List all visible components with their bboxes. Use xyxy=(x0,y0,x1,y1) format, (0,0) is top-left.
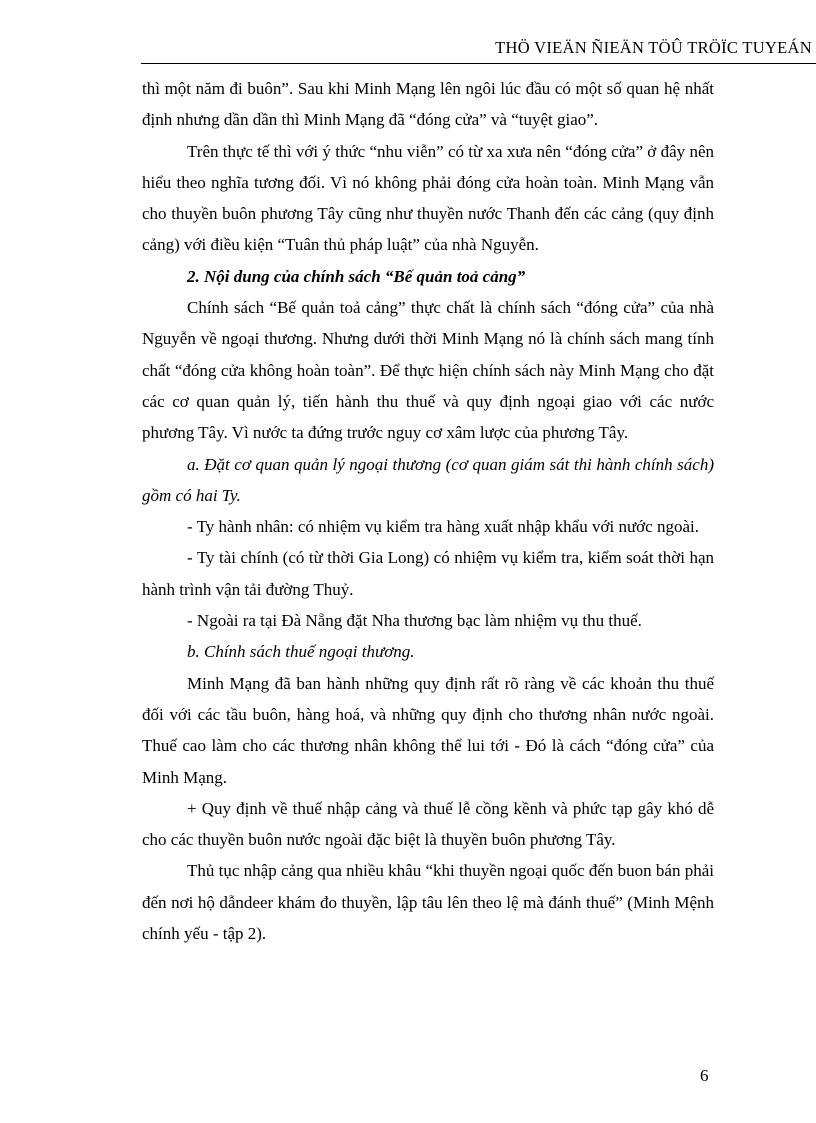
section-heading: 2. Nội dung của chính sách “Bế quản toả cảng” xyxy=(187,266,526,286)
list-item-ty-hanh-nhan: - Ty hành nhân: có nhiệm vụ kiểm tra hàng xuất nhập khẩu với nước ngoài. xyxy=(187,517,699,537)
list-item-da-nang: - Ngoài ra tại Đà Nẵng đặt Nha thương bạc làm nhiệm vụ thu thuế. xyxy=(187,611,642,631)
paragraph-policy-content: Chính sách “Bế quản toả cảng” thực chất là chính sách “đóng cửa” của nhà Nguyễn về ngoại thương. Nhưng dưới thời Minh Mạng nó là chính sách mang tính chất “đóng cửa không hoàn toàn”. Để thực hiện chính sách này Minh Mạng cho đặt các cơ quan quản lý, tiến hành thu thuế và quy định ngoại giao với các nước phương Tây. Vì nước ta đứng trước nguy cơ xâm lược của phương Tây. xyxy=(142,298,714,443)
header-rule xyxy=(141,63,816,64)
paragraph-nhu-vien: Trên thực tế thì với ý thức “nhu viễn” có từ xa xưa nên “đóng cửa” ở đây nên hiểu theo nghĩa tương đối. Vì nó không phải đóng cửa hoàn toàn. Minh Mạng vẫn cho thuyền buôn phương Tây cũng như thuyền nước Thanh đến các cảng (quy định cảng) với điều kiện “Tuân thủ pháp luật” của nhà Nguyễn. xyxy=(142,141,714,255)
subheading-management-agency: a. Đặt cơ quan quản lý ngoại thương (cơ quan giám sát thi hành chính sách) gồm có hai Ty. xyxy=(142,454,714,505)
paragraph-import-tax: + Quy định về thuế nhập cảng và thuế lễ cồng kềnh và phức tạp gây khó dễ cho các thuyền buôn nước ngoài đặc biệt là thuyền buôn phương Tây. xyxy=(142,798,714,850)
page-body xyxy=(142,73,714,949)
paragraph-tax-rules: Minh Mạng đã ban hành những quy định rất rõ ràng về các khoản thu thuế đối với các tầu buôn, hàng hoá, và những quy định cho thương nhân nước ngoài. Thuế cao làm cho các thương nhân không thể lui tới - Đó là cách “đóng cửa” của Minh Mạng. xyxy=(142,673,714,787)
paragraph-import-procedure: Thủ tục nhập cảng qua nhiều khâu “khi thuyền ngoại quốc đến buon bán phải đến nơi hộ dẫndeer khám đo thuyền, lập tâu lên theo lệ mà đánh thuế” (Minh Mệnh chính yếu - tập 2). xyxy=(142,861,714,944)
list-item-ty-tai-chinh: - Ty tài chính (có từ thời Gia Long) có nhiệm vụ kiểm tra, kiểm soát thời hạn hành trình vận tải đường Thuỷ. xyxy=(142,548,714,599)
running-header: THÖ VIEÄN ÑIEÄN TÖÛ TRÖÏC TUYEÁN xyxy=(495,38,812,57)
paragraph-continuation: thì một năm đi buôn”. Sau khi Minh Mạng lên ngôi lúc đầu có một số quan hệ nhất định nhưng dần dần thì Minh Mạng đã “đóng cửa” và “tuyệt giao”. xyxy=(142,79,714,130)
page-number: 6 xyxy=(700,1066,709,1085)
subheading-tax-policy: b. Chính sách thuế ngoại thương. xyxy=(187,642,415,662)
